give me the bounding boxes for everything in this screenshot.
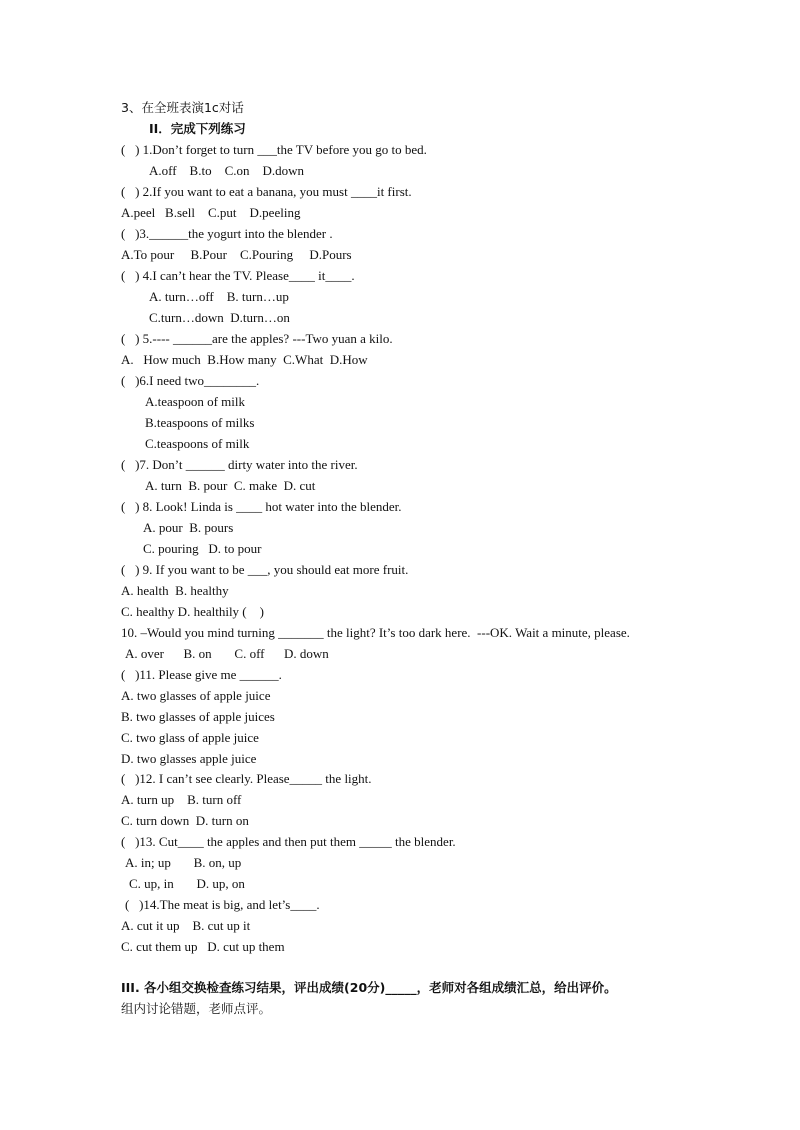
question-1: ( ) 1.Don’t forget to turn ___the TV before you go to bed. [121, 142, 427, 157]
question-4: ( ) 4.I can’t hear the TV. Please____ it____. [121, 268, 355, 283]
question-3: ( )3.______the yogurt into the blender . [121, 226, 333, 241]
activity-3-heading: 3、在全班表演1c对话 [121, 100, 244, 115]
question-11: ( )11. Please give me ______. [121, 667, 282, 682]
section-iii-heading: III. 各小组交换检查练习结果，评出成绩(20分)_____，老师对各组成绩汇总，给出评价。 [121, 980, 617, 995]
question-11-option-d: D. two glasses apple juice [121, 751, 257, 766]
question-10-options: A. over B. on C. off D. down [125, 646, 329, 661]
question-12-options-ab: A. turn up B. turn off [121, 792, 242, 807]
question-8: ( ) 8. Look! Linda is ____ hot water into the blender. [121, 499, 402, 514]
question-9-options-ab: A. health B. healthy [121, 583, 229, 598]
question-14-options-ab: A. cut it up B. cut up it [121, 918, 251, 933]
question-13-options-cd: C. up, in D. up, on [129, 876, 245, 891]
question-6-option-b: B.teaspoons of milks [145, 415, 255, 430]
question-4-options-cd: C.turn…down D.turn…on [149, 310, 290, 325]
question-14: ( )14.The meat is big, and let’s____. [125, 897, 320, 912]
question-2: ( ) 2.If you want to eat a banana, you must ____it first. [121, 184, 412, 199]
section-iii-note: 组内讨论错题，老师点评。 [121, 1001, 272, 1016]
question-5: ( ) 5.---- ______are the apples? ---Two yuan a kilo. [121, 331, 393, 346]
question-7: ( )7. Don’t ______ dirty water into the river. [121, 457, 358, 472]
question-6-option-a: A.teaspoon of milk [145, 394, 246, 409]
question-14-options-cd: C. cut them up D. cut up them [121, 939, 285, 954]
question-7-options: A. turn B. pour C. make D. cut [145, 478, 316, 493]
question-2-options: A.peel B.sell C.put D.peeling [121, 205, 301, 220]
question-8-options-cd: C. pouring D. to pour [143, 541, 262, 556]
question-5-options: A. How much B.How many C.What D.How [121, 352, 368, 367]
question-10: 10. –Would you mind turning _______ the light? It’s too dark here. ---OK. Wait a minute, please. [121, 625, 630, 640]
question-3-options: A.To pour B.Pour C.Pouring D.Pours [121, 247, 352, 262]
question-11-option-b: B. two glasses of apple juices [121, 709, 275, 724]
question-12-options-cd: C. turn down D. turn on [121, 813, 249, 828]
question-4-options-ab: A. turn…off B. turn…up [149, 289, 289, 304]
question-9: ( ) 9. If you want to be ___, you should eat more fruit. [121, 562, 409, 577]
question-6-option-c: C.teaspoons of milk [145, 436, 250, 451]
question-11-option-c: C. two glass of apple juice [121, 730, 259, 745]
question-8-options-ab: A. pour B. pours [143, 520, 234, 535]
question-6: ( )6.I need two________. [121, 373, 260, 388]
section-ii-heading: II．完成下列练习 [149, 121, 246, 136]
question-1-options: A.off B.to C.on D.down [149, 163, 305, 178]
question-9-options-cd: C. healthy D. healthily ( ) [121, 604, 264, 619]
question-12: ( )12. I can’t see clearly. Please_____ the light. [121, 771, 372, 786]
question-13-options-ab: A. in; up B. on, up [125, 855, 242, 870]
question-11-option-a: A. two glasses of apple juice [121, 688, 271, 703]
question-13: ( )13. Cut____ the apples and then put them _____ the blender. [121, 834, 456, 849]
